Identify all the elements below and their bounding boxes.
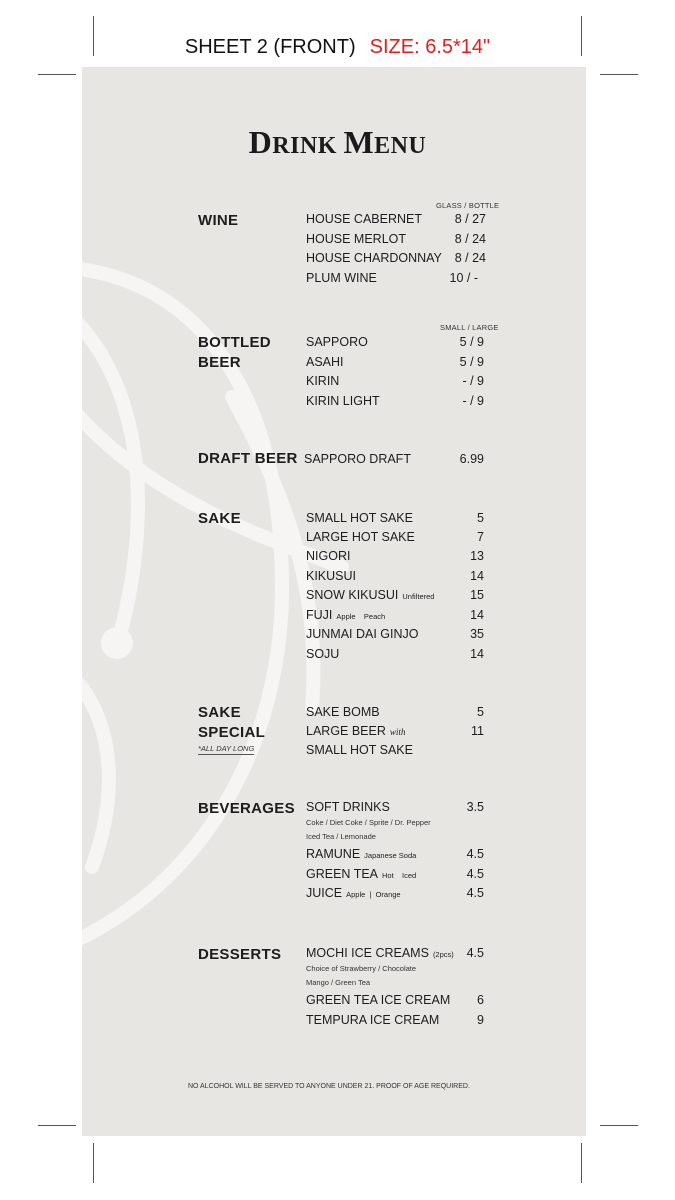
- menu-item-price: 13: [470, 549, 484, 563]
- menu-item-name: SOFT DRINKS: [306, 800, 390, 814]
- menu-item-name: GREEN TEA ICE CREAM: [306, 993, 451, 1007]
- menu-item-price: 8 / 24: [454, 251, 486, 265]
- crop-mark-left-top: [38, 74, 76, 75]
- menu-item-price: 10 / -: [449, 271, 478, 285]
- crop-mark-right-top: [600, 74, 638, 75]
- menu-item-name: SAPPORO: [306, 335, 368, 349]
- menu-item-price: 14: [470, 647, 484, 661]
- sheet-header: [0, 36, 675, 59]
- sheet-label: SHEET 2 (FRONT): [184, 36, 356, 58]
- menu-item-price: 8 / 24: [454, 232, 486, 246]
- size-label: SIZE: 6.5*14": [369, 36, 491, 58]
- menu-item-name: KIRIN: [306, 374, 340, 388]
- item-detail: Coke / Diet Coke / Sprite / Dr. Pepper: [306, 818, 431, 827]
- menu-item-name: MOCHI ICE CREAMS (2pcs): [306, 946, 454, 960]
- menu-item-price: 11: [471, 724, 484, 738]
- menu-item-name: JUICE Apple | Orange: [306, 886, 401, 900]
- item-detail: Mango / Green Tea: [306, 978, 371, 987]
- menu-item-name: SMALL HOT SAKE: [306, 511, 413, 525]
- menu-item-name: HOUSE MERLOT: [306, 232, 407, 246]
- menu-item-name: GREEN TEA Hot Iced: [306, 867, 417, 881]
- menu-item-name: KIRIN LIGHT: [306, 394, 380, 408]
- item-note: Apple | Orange: [346, 890, 401, 899]
- section-heading-sake: SAKE: [198, 510, 241, 527]
- crop-mark-bottom-right: [581, 1143, 582, 1183]
- menu-item-price: 4.5: [466, 886, 484, 900]
- menu-item-name: SOJU: [306, 647, 340, 661]
- item-note: Unfiltered: [402, 592, 435, 601]
- section-heading-draft-beer: DRAFT BEER: [198, 450, 298, 467]
- menu-item-price: 14: [470, 569, 484, 583]
- menu-item-price: - / 9: [462, 394, 484, 408]
- age-disclaimer: NO ALCOHOL WILL BE SERVED TO ANYONE UNDER 21. PROOF OF AGE REQUIRED.: [188, 1083, 470, 1090]
- menu-item-name: PLUM WINE: [306, 271, 377, 285]
- menu-item-price: 4.5: [466, 847, 484, 861]
- menu-item-name: LARGE HOT SAKE: [306, 530, 415, 544]
- beer-column-header: SMALL / LARGE: [440, 323, 499, 332]
- crop-mark-left-bottom: [38, 1125, 76, 1126]
- crop-mark-right-bottom: [600, 1125, 638, 1126]
- menu-item-price: 5: [477, 511, 484, 525]
- item-note: Apple Peach: [336, 612, 386, 621]
- menu-item-name: SNOW KIKUSUI Unfiltered: [306, 588, 435, 602]
- section-heading-desserts: DESSERTS: [198, 946, 282, 963]
- menu-item-name: NIGORI: [306, 549, 351, 563]
- menu-item-price: 15: [470, 588, 484, 602]
- menu-item-price: 5 / 9: [459, 335, 484, 349]
- menu-item-price: 9: [477, 1013, 484, 1027]
- menu-item-price: 5: [477, 705, 484, 719]
- section-heading-bottled-beer: BOTTLED BEER: [198, 334, 271, 371]
- item-note: Hot Iced: [382, 871, 417, 880]
- menu-title: DRINK MENU: [248, 124, 427, 160]
- menu-item-name: JUNMAI DAI GINJO: [306, 627, 419, 641]
- menu-item-price: 5 / 9: [459, 355, 484, 369]
- menu-item-price: 6.99: [459, 452, 484, 466]
- menu-item-price: 7: [477, 530, 484, 544]
- section-heading-sake-special: SAKE SPECIAL: [198, 704, 266, 741]
- menu-item-name: TEMPURA ICE CREAM: [306, 1013, 440, 1027]
- menu-item-price: 6: [477, 993, 484, 1007]
- menu-item-name: HOUSE CABERNET: [306, 212, 422, 226]
- menu-item-name: SMALL HOT SAKE: [306, 743, 413, 757]
- section-heading-wine: WINE: [198, 212, 239, 229]
- crop-mark-bottom-left: [93, 1143, 94, 1183]
- menu-item-name: FUJI Apple Peach: [306, 608, 386, 622]
- menu-item-name: KIKUSUI: [306, 569, 357, 583]
- menu-item-price: 4.5: [466, 867, 484, 881]
- with-word: with: [389, 727, 406, 737]
- menu-item-price: 4.5: [466, 946, 484, 960]
- menu-item-name: RAMUNE Japanese Soda: [306, 847, 417, 861]
- menu-item-price: 14: [470, 608, 484, 622]
- wine-column-header: GLASS / BOTTLE: [436, 201, 500, 210]
- item-detail: Iced Tea / Lemonade: [306, 832, 376, 841]
- menu-item-price: 8 / 27: [454, 212, 486, 226]
- item-note: (2pcs): [432, 950, 454, 959]
- menu-item-name: SAKE BOMB: [306, 705, 380, 719]
- section-heading-beverages: BEVERAGES: [198, 800, 295, 817]
- menu-item-name: LARGE BEER with: [306, 724, 406, 738]
- menu-item-price: 35: [470, 627, 484, 641]
- item-detail: Choice of Strawberry / Chocolate: [306, 964, 417, 973]
- menu-item-price: 3.5: [466, 800, 484, 814]
- menu-item-name: ASAHI: [306, 355, 344, 369]
- menu-item-name: SAPPORO DRAFT: [304, 452, 411, 466]
- menu-item-price: - / 9: [462, 374, 484, 388]
- menu-item-name: HOUSE CHARDONNAY: [306, 251, 442, 265]
- all-day-note: *ALL DAY LONG: [198, 744, 255, 753]
- item-note: Japanese Soda: [364, 851, 417, 860]
